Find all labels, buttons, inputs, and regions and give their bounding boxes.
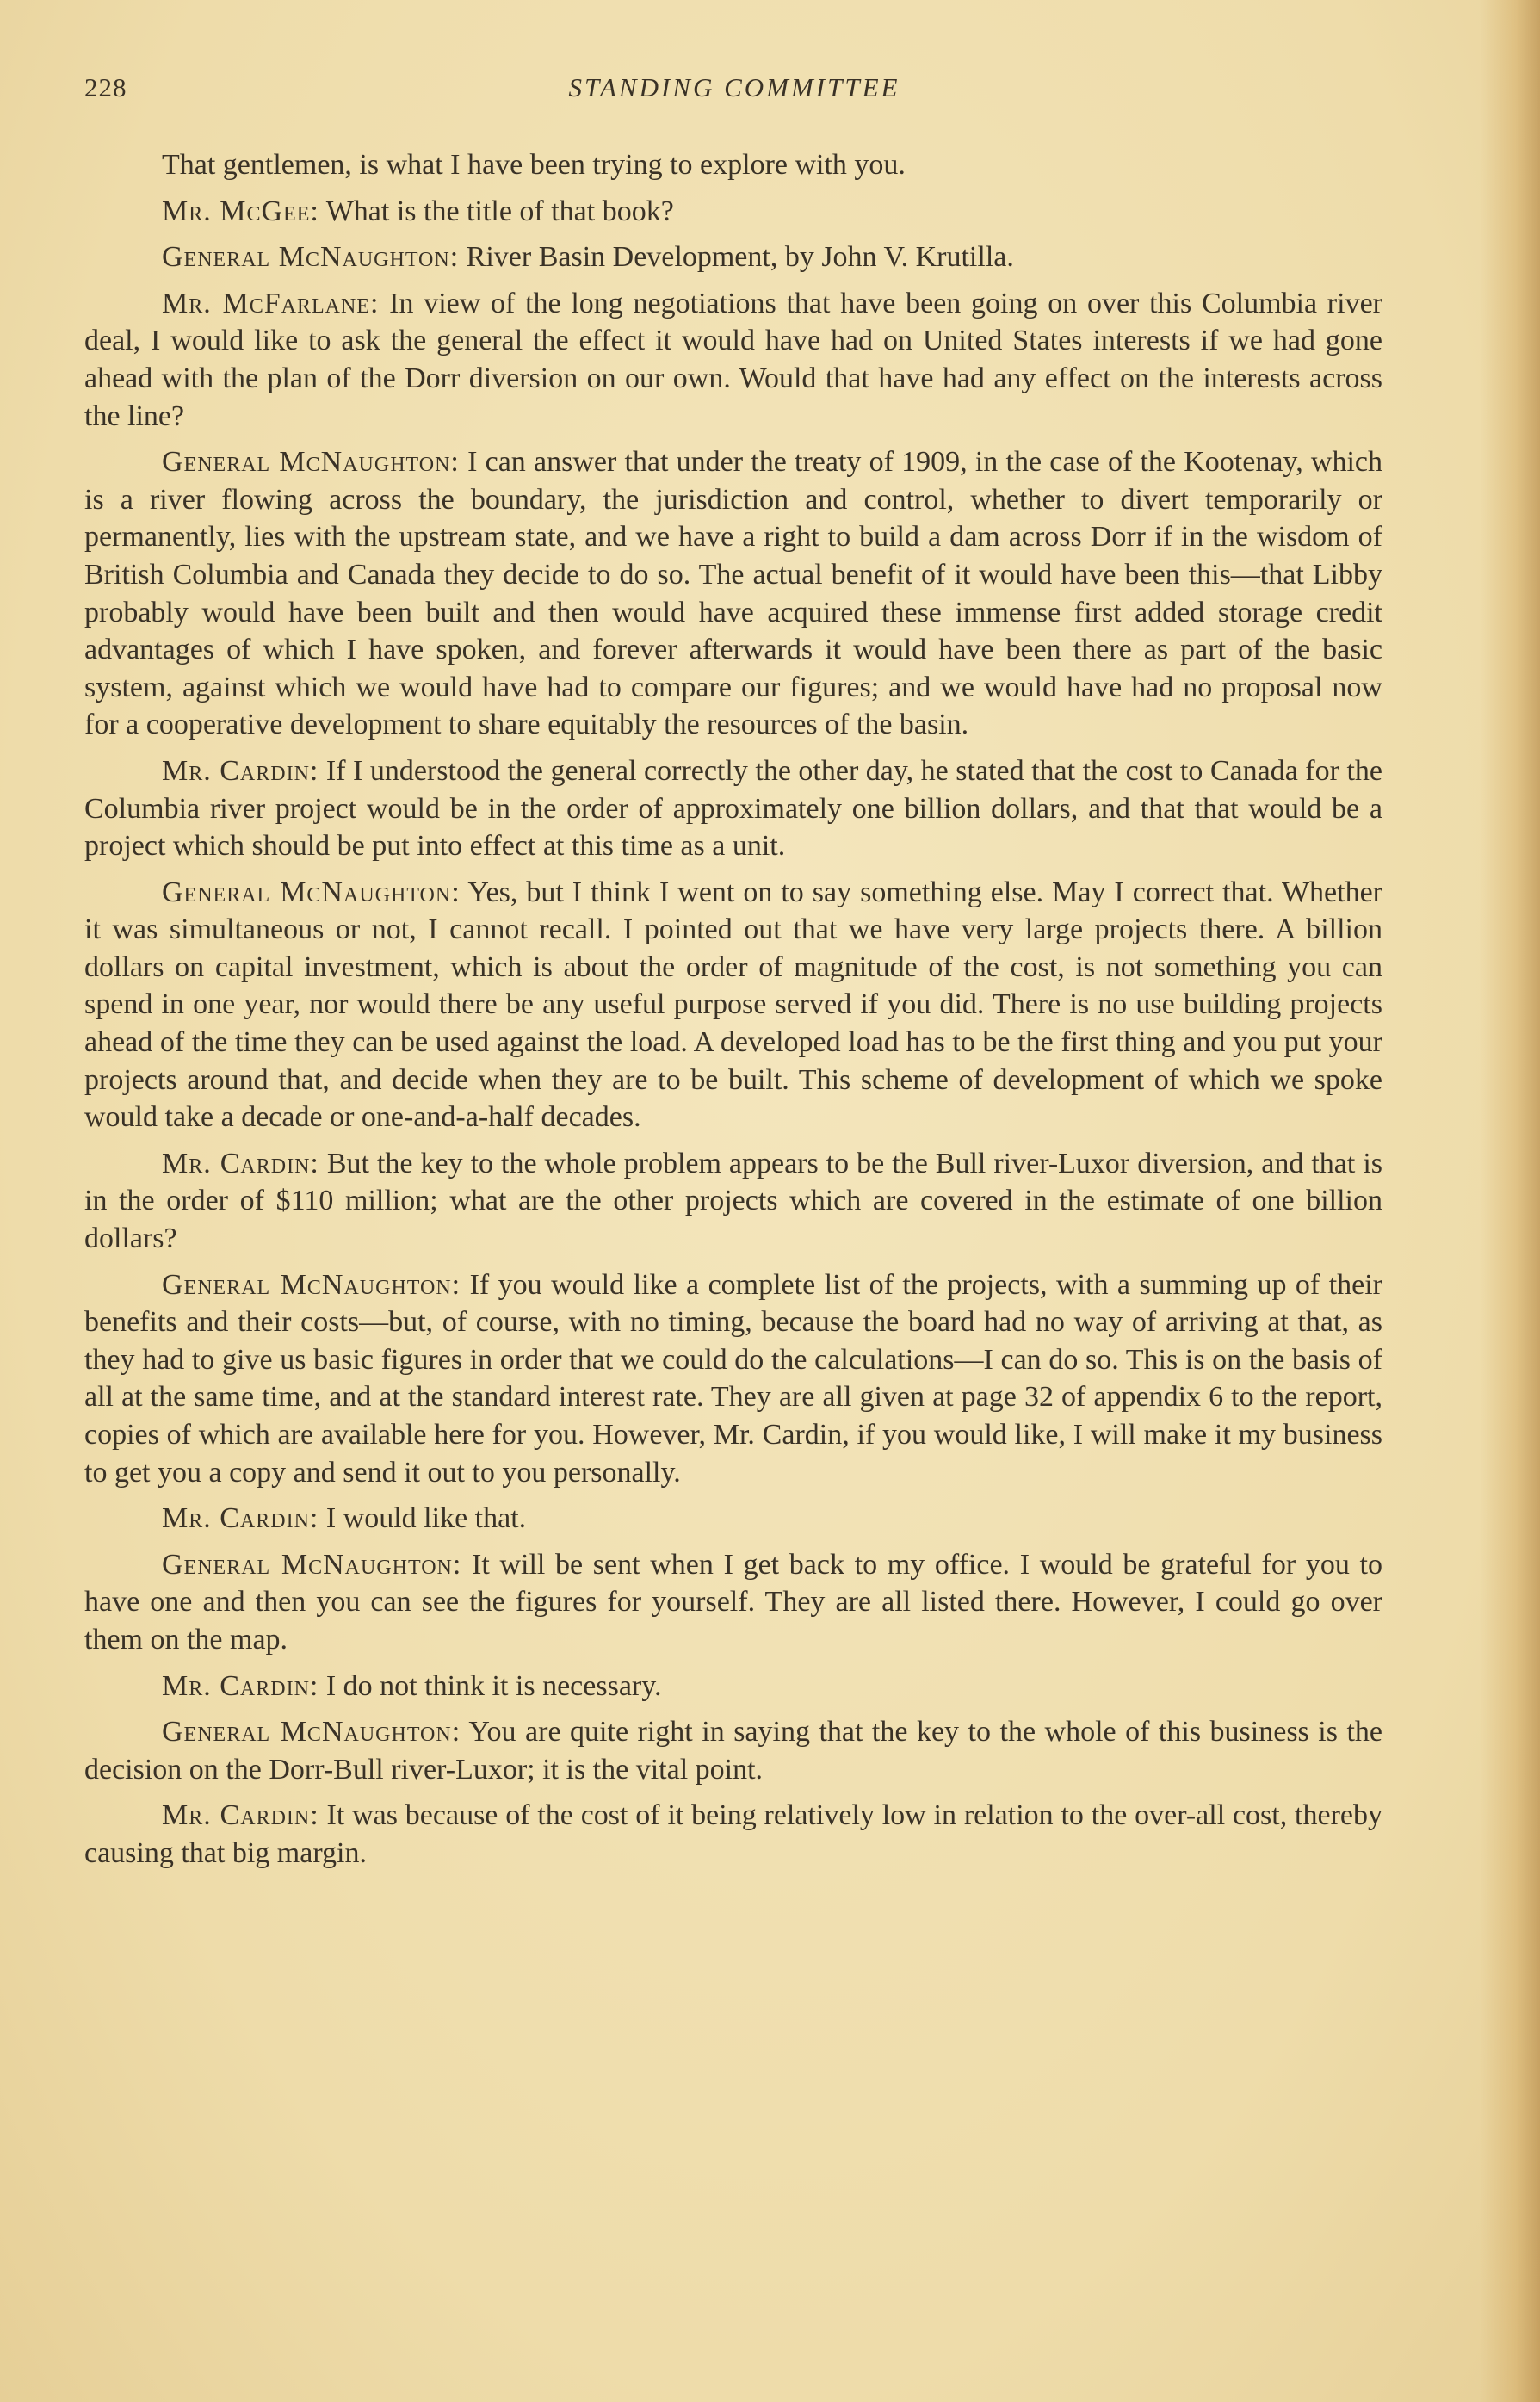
- paragraph: [84, 146, 1382, 184]
- speaker-name: Mr. Cardin:: [162, 754, 319, 787]
- paragraph-text: It was because of the cost of it being relatively low in relation to the over-all cost, thereby causing that big margin.: [84, 1799, 1383, 1869]
- paragraph: [84, 1797, 1382, 1872]
- speaker-name: Mr. Cardin:: [162, 1502, 319, 1535]
- paragraph: [84, 1266, 1382, 1492]
- paragraph-text: I would like that.: [319, 1502, 527, 1535]
- paragraph-text: That gentlemen, is what I have been trying to explore with you.: [162, 149, 906, 181]
- speaker-name: General McNaughton:: [162, 1548, 462, 1581]
- paragraph-text: I do not think it is necessary.: [319, 1669, 662, 1702]
- paragraph-text: What is the title of that book?: [319, 195, 674, 227]
- paragraph-text: In view of the long negotiations that have been going on over this Columbia river deal, I would like to ask the general the effect it would have had on United States interests if we had gone ahead with the plan of the Dorr diversion on our own. Would that have had any effect on the interests across the line?: [84, 287, 1382, 432]
- speaker-name: General McNaughton:: [162, 241, 460, 274]
- speaker-name: General McNaughton:: [162, 1268, 461, 1301]
- paragraph-text: Yes, but I think I went on to say something else. May I correct that. Whether it was simultaneous or not, I cannot recall. I pointed out that we have very large projects there. A billion dollars on capital investment, which is about the order of magnitude of the cost, is not something you can spend in one year, nor would there be any useful purpose served if you did. There is no use building projects ahead of the time they can be used against the load. A developed load has to be the first thing and you put your projects around that, and decide when they are to be built. This scheme of development of which we spoke would take a decade or one-and-a-half decades.: [84, 876, 1382, 1134]
- speaker-name: Mr. McFarlane:: [162, 287, 380, 319]
- page-header: [84, 72, 1384, 107]
- paragraph-text: If I understood the general correctly the other day, he stated that the cost to Canada for the Columbia river project would be in the order of approximately one billion dollars, and that that would be a project which should be put into effect at this time as a unit.: [84, 754, 1382, 863]
- paragraph: [84, 1546, 1382, 1659]
- paragraph-text: You are quite right in saying that the key to the whole of this business is the decision on the Dorr-Bull river-Luxor; it is the vital point.: [84, 1716, 1382, 1786]
- paragraph: [84, 193, 1382, 231]
- paragraph: [84, 238, 1382, 276]
- paragraph: [84, 443, 1382, 744]
- speaker-name: General McNaughton:: [162, 1716, 461, 1749]
- paragraph: [84, 1145, 1382, 1258]
- paragraph-text: River Basin Development, by John V. Krutilla.: [459, 241, 1014, 274]
- paragraph-text: It will be sent when I get back to my office. I would be grateful for you to have one and then you can see the figures for yourself. They are all listed there. However, I could go over them on the map.: [84, 1548, 1382, 1656]
- paragraph: [84, 752, 1382, 865]
- transcript-body: [84, 146, 1382, 1881]
- paragraph-text: I can answer that under the treaty of 1909, in the case of the Kootenay, which is a river flowing across the boundary, the jurisdiction and control, whether to divert temporarily or permanently, lies with the upstream state, and we have a right to build a dam across Dorr if in the wisdom of British Columbia and Canada they decide to do so. The actual benefit of it would have been this—that Libby probably would have been built and then would have acquired these immense first added storage credit advantages of which I have spoken, and forever afterwards it would have been there as part of the basic system, against which we would have had to compare our figures; and we would have had no proposal now for a cooperative development to share equitably the resources of the basin.: [84, 446, 1382, 741]
- speaker-name: Mr. Cardin:: [162, 1799, 319, 1832]
- page-number: 228: [84, 72, 127, 102]
- speaker-name: General McNaughton:: [162, 446, 460, 479]
- page-edge-shadow: [1480, 0, 1540, 2402]
- running-head: STANDING COMMITTEE: [568, 72, 900, 102]
- speaker-name: Mr. Cardin:: [162, 1669, 319, 1702]
- speaker-name: Mr. Cardin:: [162, 1147, 319, 1179]
- paragraph: [84, 874, 1382, 1136]
- speaker-name: General McNaughton:: [162, 876, 461, 908]
- paragraph: [84, 285, 1382, 435]
- paragraph-text: But the key to the whole problem appears to be the Bull river-Luxor diversion, and that is in the order of $110 million; what are the other projects which are covered in the estimate of one billion dollars?: [84, 1147, 1383, 1255]
- paragraph: [84, 1668, 1382, 1706]
- paragraph-text: If you would like a complete list of the projects, with a summing up of their benefits and their costs—but, of course, with no timing, because the board had no way of arriving at that, as they had to give us basic figures in order that we could do the calculations—I can do so. This is on the basis of all at the same time, and at the standard interest rate. They are all given at page 32 of appendix 6 to the report, copies of which are available here for you. However, Mr. Cardin, if you would like, I will make it my business to get you a copy and send it out to you personally.: [84, 1268, 1382, 1489]
- paragraph: [84, 1500, 1382, 1538]
- speaker-name: Mr. McGee:: [162, 195, 319, 227]
- paragraph: [84, 1713, 1382, 1788]
